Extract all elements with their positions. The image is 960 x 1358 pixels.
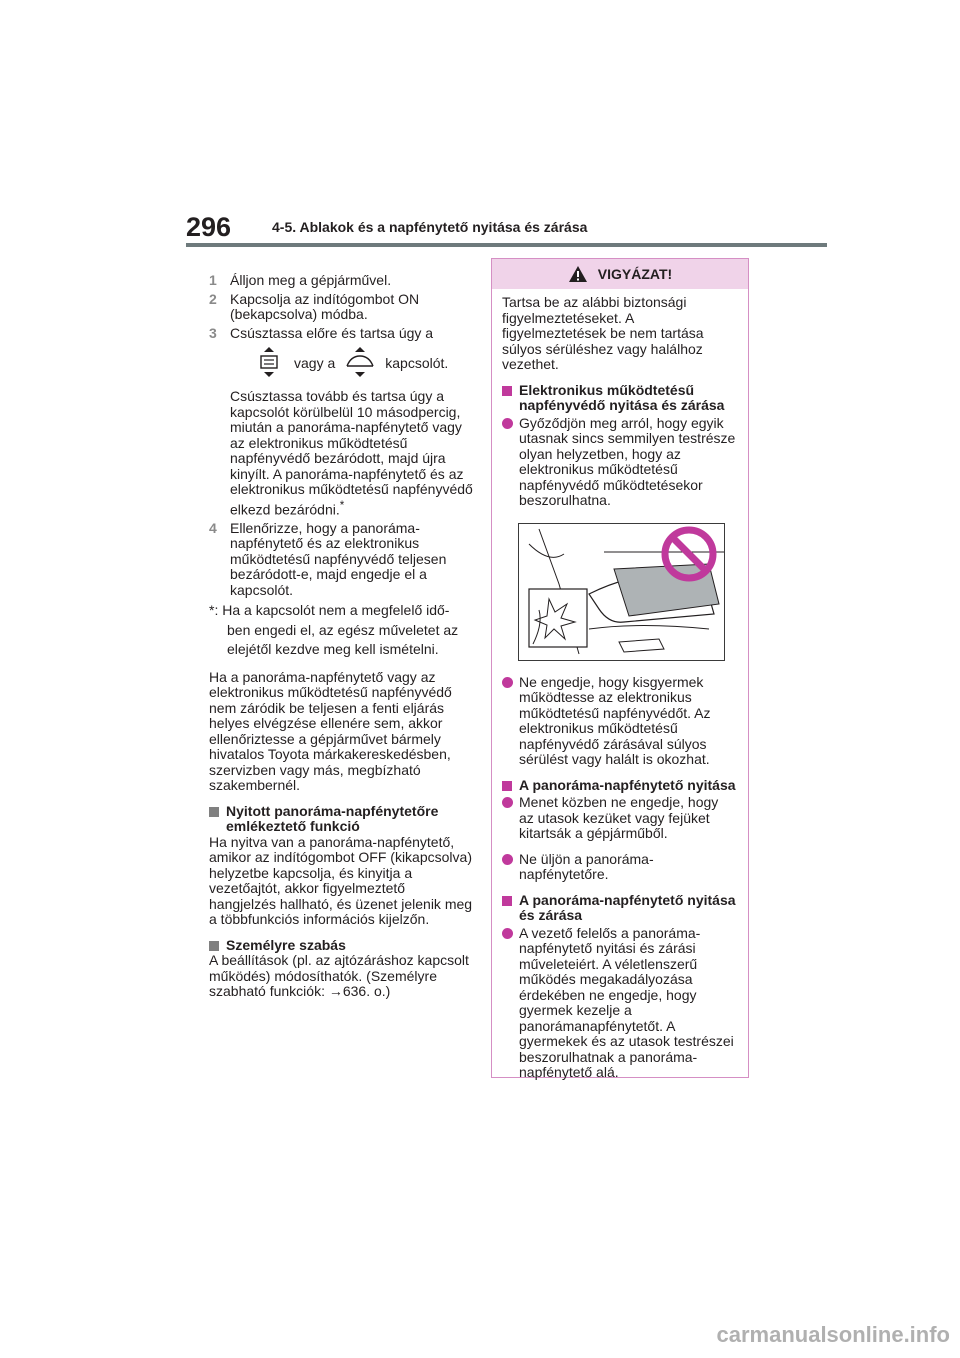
footnote (209, 601, 475, 660)
paragraph: A beállítások (pl. az ajtózáráshoz kapcsolt működés) módosíthatók. (Személyre szabható funkciók: →636. o.) (209, 952, 469, 1000)
warning-bullet: Ne engedje, hogy kisgyermek működtesse az elektronikus működtetésű napfényvédőt. Az elektronikus működtetésű napfényvédő zárásával súlyos sérülést vagy halált is okozhat. (502, 675, 736, 768)
sunshade-warning-illustration (518, 523, 725, 661)
header-rule (186, 243, 827, 247)
watermark: carmanualsonline.info (716, 1322, 950, 1347)
square-bullet-icon (209, 941, 219, 951)
warning-bullet: Győződjön meg arról, hogy egyik utasnak sincs semmilyen testrésze olyan helyzetben, hogy az elektronikus működtetésű napfényvédő működtetésekor beszorulhatna. (502, 416, 736, 509)
step-number: 1 (209, 272, 217, 288)
step-2 (209, 292, 475, 323)
warning-bullet: Ne üljön a panoráma-napfénytetőre. (502, 852, 736, 883)
warning-body (492, 289, 748, 1081)
step-number: 4 (209, 519, 217, 536)
step-4 (209, 521, 475, 599)
footnote-lead: *: Ha a kapcsolót nem a megfelelő idő- (209, 602, 450, 619)
round-bullet-icon (502, 418, 513, 429)
round-bullet-icon (502, 677, 513, 688)
step-1 (209, 273, 475, 289)
warning-box (491, 258, 749, 1078)
page-number: 296 (186, 212, 232, 242)
or-label: vagy a (294, 355, 336, 372)
section-title: 4-5. Ablakok és a napfénytető nyitása és zárása (272, 219, 588, 235)
footnote-rest: ben engedi el, az egész műveletet az elejétől kezdve meg kell ismételni. (227, 621, 459, 658)
warning-bullet: A vezető felelős a panoráma-napfénytető nyitási és zárási műveleteiért. A véletlenszerű működés megakadályozása érdekében ne engedje, hogy gyermek kezelje a panorámanapfénytetőt. A gyermekek és az utasok testrészei beszorulhatnak a panoráma-napfénytető alá. (502, 926, 736, 1081)
warning-header (492, 259, 748, 289)
square-bullet-icon (502, 781, 512, 791)
step-number: 2 (209, 290, 217, 307)
subheading: Személyre szabás (209, 938, 475, 954)
asterisk: * (339, 498, 345, 512)
tilt-switch-icon (252, 346, 286, 382)
square-bullet-icon (502, 386, 512, 396)
switch-icons-row (252, 349, 475, 379)
step-text: Álljon meg a gépjárművel. (230, 272, 392, 288)
step-text: Ellenőrizze, hogy a panoráma-napfénytető és az elektronikus működtetésű napfényvédő teljesen bezáródott-e, majd engedje el a kapcsolót. (230, 519, 447, 598)
warning-subheading: Elektronikus működtetésű napfényvédő nyitása és zárása (502, 383, 736, 414)
subheading: Nyitott panoráma-napfénytetőre emlékeztető funkció (209, 804, 475, 835)
square-bullet-icon (502, 896, 512, 906)
warning-title: VIGYÁZAT! (597, 266, 673, 282)
square-bullet-icon (209, 807, 219, 817)
warning-intro: Tartsa be az alábbi biztonsági figyelmeztetéseket. A figyelmeztetések be nem tartása súlyos sérüléshez vagy halálhoz vezethet. (502, 294, 704, 372)
warning-bullet: Menet közben ne engedje, hogy az utasok kezüket vagy fejüket kitartsák a gépjárműből. (502, 795, 736, 842)
step-number: 3 (209, 324, 217, 341)
warning-subheading: A panoráma-napfénytető nyitása és zárása (502, 893, 736, 924)
paragraph: Ha a panoráma-napfénytető vagy az elektronikus működtetésű napfényvédő nem záródik be teljesen a fenti eljárás helyes elvégzése ellenére sem, akkor ellenőriztesse a gépjárművet bármely hivatalos Toyota márkakereskedésben, szervizben vagy más, megbízható szakembernél. (209, 668, 452, 794)
round-bullet-icon (502, 854, 513, 865)
warning-subheading: A panoráma-napfénytető nyitása (502, 778, 736, 794)
left-column (209, 273, 475, 1010)
step-text: Kapcsolja az indítógombot ON (bekapcsolva) módba. (230, 290, 420, 322)
paragraph: Ha nyitva van a panoráma-napfénytető, amikor az indítógombot OFF (kikapcsolva) helyzetbe kapcsolja, és kinyitja a vezetőajtót, akkor figyelmeztető hangjelzés hallható, és üzenet jelenik meg a többfunkciós információs kijelzőn. (209, 833, 473, 928)
round-bullet-icon (502, 797, 513, 808)
switch-label: kapcsolót. (385, 355, 449, 372)
step-3 (209, 326, 475, 518)
warning-triangle-icon (568, 265, 588, 283)
step-text: Csúsztassa előre és tartsa úgy a (230, 324, 434, 341)
slide-switch-icon (343, 346, 377, 382)
step-3-continuation: Csúsztassa tovább és tartsa úgy a kapcsolót körülbelül 10 másodpercig, miután a panoráma-napfénytető vagy az elektronikus működtetésű napfényvédő bezáródott, majd újra kinyílt. A panoráma-napfénytető és az elektronikus működtetésű napfényvédő elkezd bezáródni.* (230, 388, 473, 518)
round-bullet-icon (502, 928, 513, 939)
